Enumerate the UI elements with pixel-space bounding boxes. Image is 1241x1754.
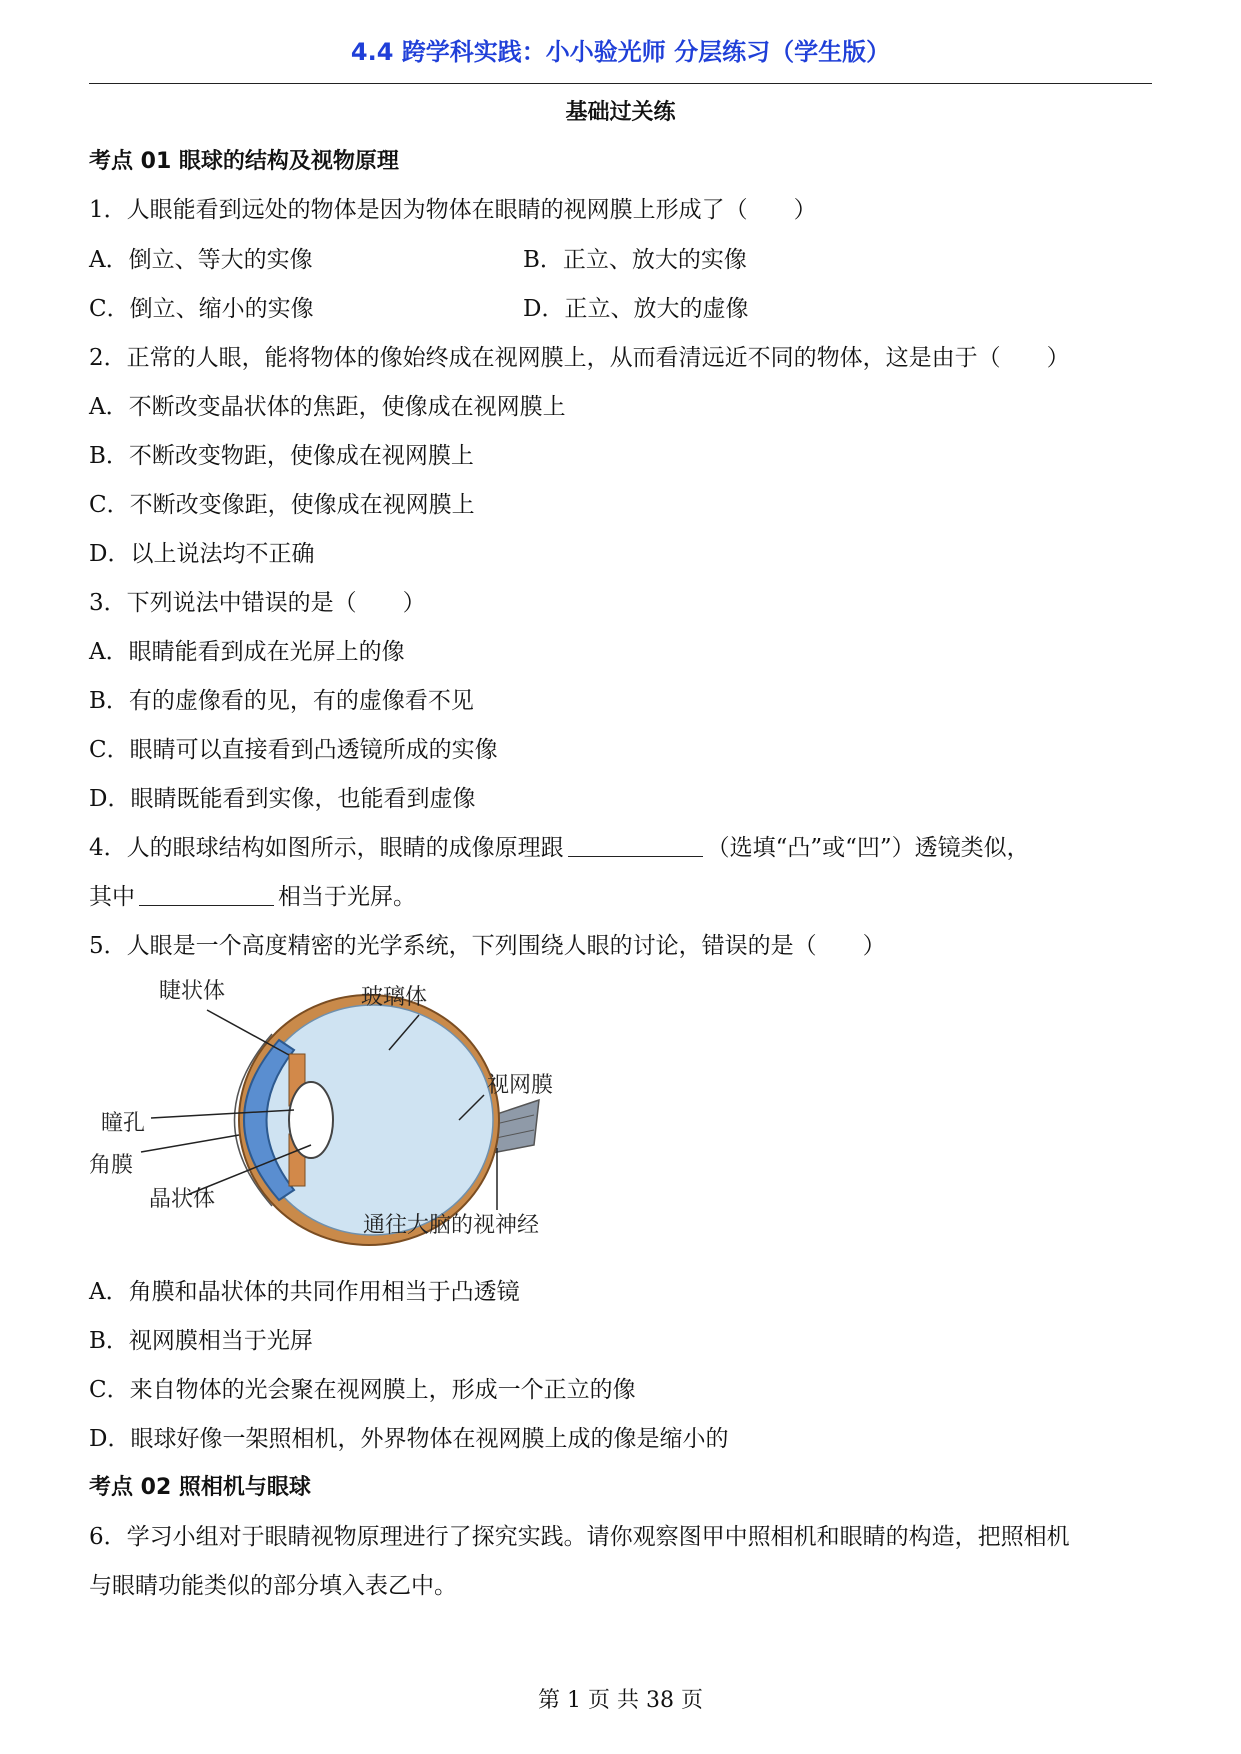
question-3-option-d: D．眼睛既能看到实像，也能看到虚像 [89, 786, 476, 812]
question-2-option-c: C．不断改变像距，使像成在视网膜上 [89, 492, 475, 518]
question-1-option-d: D．正立、放大的虚像 [523, 296, 749, 322]
label-retina: 视网膜 [487, 1073, 554, 1098]
page-header-title: 4.4 跨学科实践：小小验光师 分层练习（学生版） [350, 38, 891, 66]
question-4-line-2 [89, 882, 416, 912]
question-3-option-c: C．眼睛可以直接看到凸透镜所成的实像 [89, 737, 498, 763]
question-1-stem: 1．人眼能看到远处的物体是因为物体在眼睛的视网膜上形成了（ ） [89, 197, 817, 223]
question-3-option-b: B．有的虚像看的见，有的虚像看不见 [89, 688, 474, 714]
topic-heading-2: 考点 02 照相机与眼球 [89, 1475, 311, 1500]
question-5-stem: 5．人眼是一个高度精密的光学系统，下列围绕人眼的讨论，错误的是（ ） [89, 933, 886, 959]
question-4-stem-part-1: 4．人的眼球结构如图所示，眼睛的成像原理跟 [89, 835, 564, 861]
question-4-stem-part-2: （选填“凸”或“凹”）透镜类似， [706, 835, 1030, 861]
topic-heading-1: 考点 01 眼球的结构及视物原理 [89, 149, 399, 174]
question-4-line2-part-2: 相当于光屏。 [278, 884, 416, 910]
page-footer: 第 1 页 共 38 页 [538, 1688, 703, 1713]
lens-shape [289, 1082, 333, 1158]
label-lens: 晶状体 [149, 1187, 216, 1212]
question-3-stem: 3．下列说法中错误的是（ ） [89, 590, 426, 616]
question-2-option-a: A．不断改变晶状体的焦距，使像成在视网膜上 [89, 394, 566, 420]
question-4-line2-part-1: 其中 [89, 884, 135, 910]
label-pupil: 瞳孔 [101, 1111, 146, 1136]
question-5-option-c: C．来自物体的光会聚在视网膜上，形成一个正立的像 [89, 1377, 636, 1403]
header-divider [89, 83, 1152, 84]
question-4-blank-2[interactable] [139, 883, 274, 906]
label-ciliary: 睫状体 [159, 979, 226, 1004]
label-vitreous: 玻璃体 [361, 985, 428, 1010]
eyeball-diagram [89, 970, 589, 1250]
question-4-line-1 [89, 833, 1030, 863]
question-6-line-1: 6．学习小组对于眼睛视物原理进行了探究实践。请你观察图甲中照相机和眼睛的构造，把照相机 [89, 1524, 1070, 1550]
label-cornea: 角膜 [89, 1153, 134, 1178]
question-5-option-d: D．眼球好像一架照相机，外界物体在视网膜上成的像是缩小的 [89, 1426, 729, 1452]
question-2-option-d: D．以上说法均不正确 [89, 541, 315, 567]
question-3-option-a: A．眼睛能看到成在光屏上的像 [89, 639, 405, 665]
question-4-blank-1[interactable] [568, 834, 703, 857]
question-5-option-a: A．角膜和晶状体的共同作用相当于凸透镜 [89, 1279, 520, 1305]
question-5-option-b: B．视网膜相当于光屏 [89, 1328, 313, 1354]
label-optic-nerve: 通往大脑的视神经 [363, 1213, 540, 1238]
question-1-option-b: B．正立、放大的实像 [523, 247, 747, 273]
question-2-stem: 2．正常的人眼，能将物体的像始终成在视网膜上，从而看清远近不同的物体，这是由于（ ） [89, 345, 1070, 371]
question-1-option-a: A．倒立、等大的实像 [89, 247, 313, 273]
question-6-line-2: 与眼睛功能类似的部分填入表乙中。 [89, 1573, 457, 1599]
question-2-option-b: B．不断改变物距，使像成在视网膜上 [89, 443, 474, 469]
question-1-option-c: C．倒立、缩小的实像 [89, 296, 314, 322]
section-title: 基础过关练 [565, 100, 676, 125]
